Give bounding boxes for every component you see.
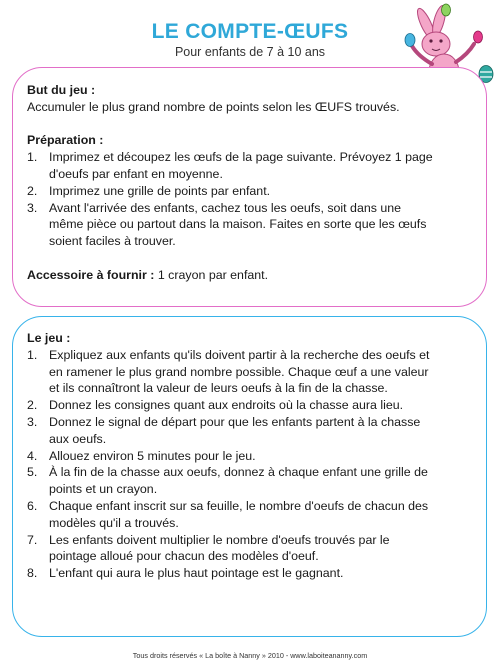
game-heading: Le jeu : bbox=[27, 331, 71, 345]
list-item: 3. Donnez le signal de départ pour que les enfants partent à la chasse aux oeufs. bbox=[27, 414, 421, 446]
footer-copyright: Tous droits réservés « La boîte à Nanny » 2010 - www.laboiteananny.com bbox=[132, 651, 368, 660]
list-item: 8. L'enfant qui aura le plus haut pointage est le gagnant. bbox=[27, 566, 344, 581]
accessory-value: 1 crayon par enfant. bbox=[154, 267, 269, 282]
list-item: 1. Expliquez aux enfants qu'ils doivent partir à la recherche des oeufs et en ramener le plus grand nombre possible. Chaque œuf a une valeur et ils connaîtront la valeur de leurs oeufs à la fin de la chasse. bbox=[27, 347, 430, 396]
list-item: 1. Imprimez et découpez les œufs de la page suivante. Prévoyez 1 page d'oeufs par enfant en moyenne. bbox=[27, 150, 433, 181]
game-list bbox=[27, 347, 470, 582]
page-title: LE COMPTE-ŒUFS bbox=[151, 20, 349, 43]
list-item: 5. À la fin de la chasse aux oeufs, donnez à chaque enfant une grille de points et un crayon. bbox=[27, 465, 428, 497]
list-item: 2. Imprimez une grille de points par enfant. bbox=[27, 183, 271, 198]
rules-box-preparation bbox=[12, 67, 487, 307]
page-subtitle: Pour enfants de 7 à 10 ans bbox=[174, 45, 326, 59]
goal-heading: But du jeu : bbox=[27, 83, 96, 97]
list-item: 3. Avant l'arrivée des enfants, cachez tous les oeufs, soit dans une même pièce ou partout dans la maison. Faites en sorte que les œufs soient faciles à trouver. bbox=[27, 200, 427, 249]
goal-text: Accumuler le plus grand nombre de points selon les ŒUFS trouvés. bbox=[27, 99, 400, 114]
list-item: 7. Les enfants doivent multiplier le nombre d'oeufs trouvés par le pointage alloué pour chacun des modèles d'oeuf. bbox=[27, 532, 390, 564]
list-item: 2. Donnez les consignes quant aux endroits où la chasse aura lieu. bbox=[27, 398, 404, 413]
preparation-heading: Préparation : bbox=[27, 133, 104, 148]
preparation-list bbox=[27, 149, 470, 250]
accessory-label: Accessoire à fournir : bbox=[27, 267, 155, 282]
rules-box-game bbox=[12, 316, 487, 637]
accessory-line bbox=[27, 267, 470, 284]
list-item: 6. Chaque enfant inscrit sur sa feuille, le nombre d'oeufs de chacun des modèles qu'il a trouvés. bbox=[27, 498, 429, 530]
list-item: 4. Allouez environ 5 minutes pour le jeu. bbox=[27, 448, 256, 463]
